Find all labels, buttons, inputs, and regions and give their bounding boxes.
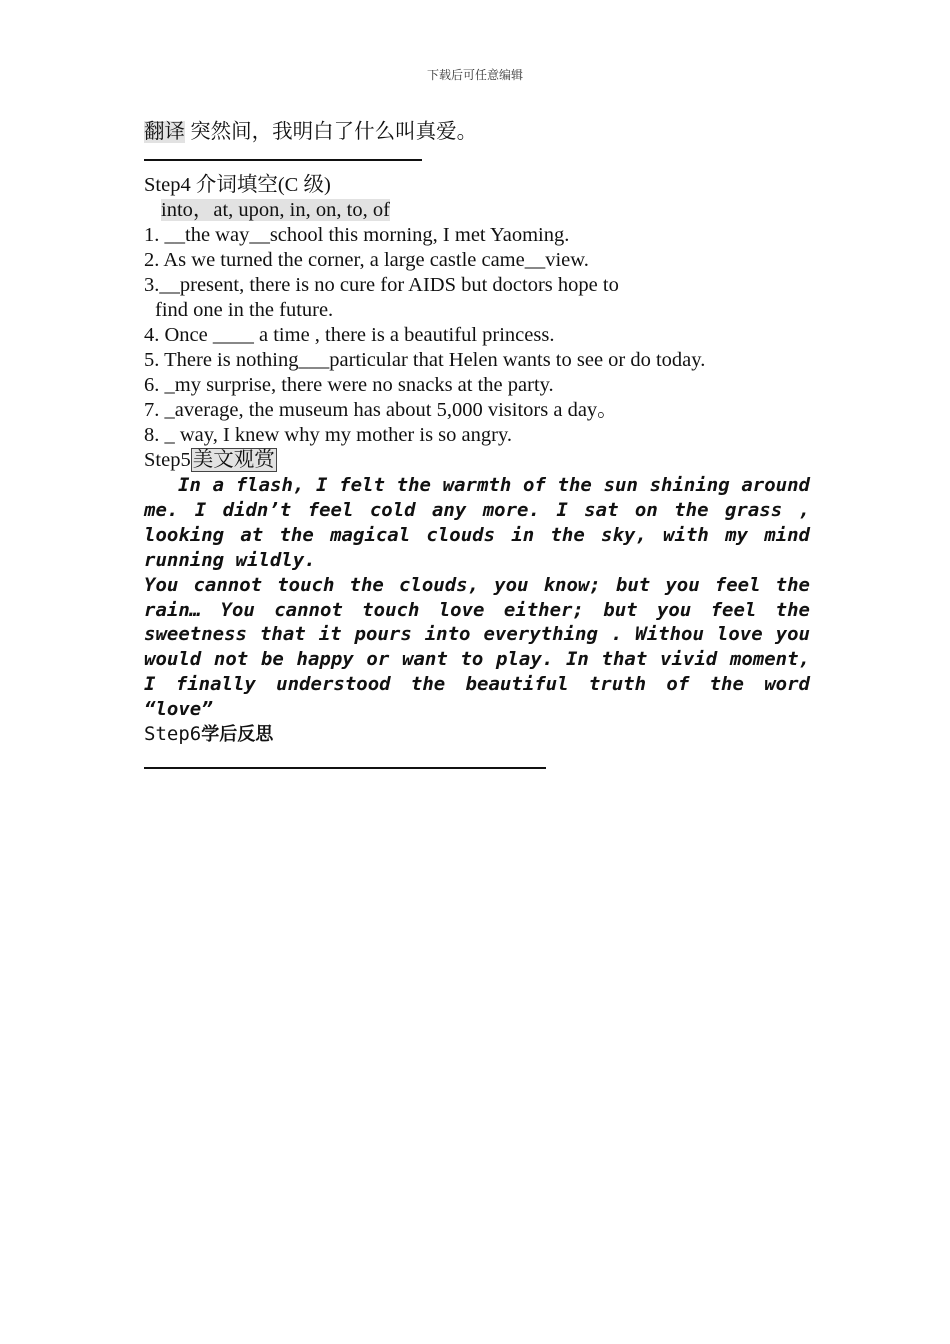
answer-underline bbox=[144, 159, 422, 161]
passage-paragraph-1: In a flash, I felt the warmth of the sun shining around me. I didn’t feel cold any more. I sat on the grass , looking at the magical clouds in the sky, with my mind running wildly. bbox=[144, 474, 810, 571]
step5-title: 美文观赏 bbox=[192, 449, 275, 471]
reading-passage bbox=[144, 473, 810, 722]
word-bank-text: into，at, upon, in, on, to, of bbox=[161, 199, 390, 221]
word-bank bbox=[144, 198, 810, 223]
translate-sentence: 突然间，我明白了什么叫真爱。 bbox=[190, 121, 478, 143]
step4-title: Step4 介词填空(C 级) bbox=[144, 174, 331, 196]
exercise-item-6: 6. _my surprise, there were no snacks at the party. bbox=[144, 374, 554, 396]
exercise-item-5: 5. There is nothing___particular that Helen wants to see or do today. bbox=[144, 349, 706, 371]
passage-paragraph-2: You cannot touch the clouds, you know; but you feel the rain… You cannot touch love either; but you feel the sweetness that it pours into everything . Withou love you would not be happy or want to play. In that vivid moment, I finally understood the beautiful truth of the word “love” bbox=[144, 573, 810, 721]
translate-label: 翻译 bbox=[144, 121, 185, 143]
exercise-item-1: 1. __the way__school this morning, I met Yaoming. bbox=[144, 224, 570, 246]
page-header: 下载后可任意编辑 bbox=[426, 68, 523, 82]
exercise-item-4: 4. Once ____ a time , there is a beautiful princess. bbox=[144, 324, 555, 346]
step5-label: Step5 bbox=[144, 449, 191, 471]
step5-heading bbox=[144, 448, 810, 473]
exercise-item-3: 3.__present, there is no cure for AIDS but doctors hope to bbox=[144, 274, 619, 296]
translate-line bbox=[144, 120, 810, 145]
reflection-underline bbox=[144, 767, 546, 769]
step6-heading bbox=[144, 722, 810, 747]
step6-label: Step6 bbox=[144, 723, 202, 746]
exercise-item-7: 7. _average, the museum has about 5,000 visitors a day。 bbox=[144, 399, 618, 421]
exercise-item-3-cont: find one in the future. bbox=[155, 299, 334, 321]
exercise-item-2: 2. As we turned the corner, a large castle came__view. bbox=[144, 249, 589, 271]
step6-title: 学后反思 bbox=[201, 724, 274, 746]
document-body bbox=[144, 120, 810, 769]
exercise-item-8: 8. _ way, I knew why my mother is so angry. bbox=[144, 424, 512, 446]
